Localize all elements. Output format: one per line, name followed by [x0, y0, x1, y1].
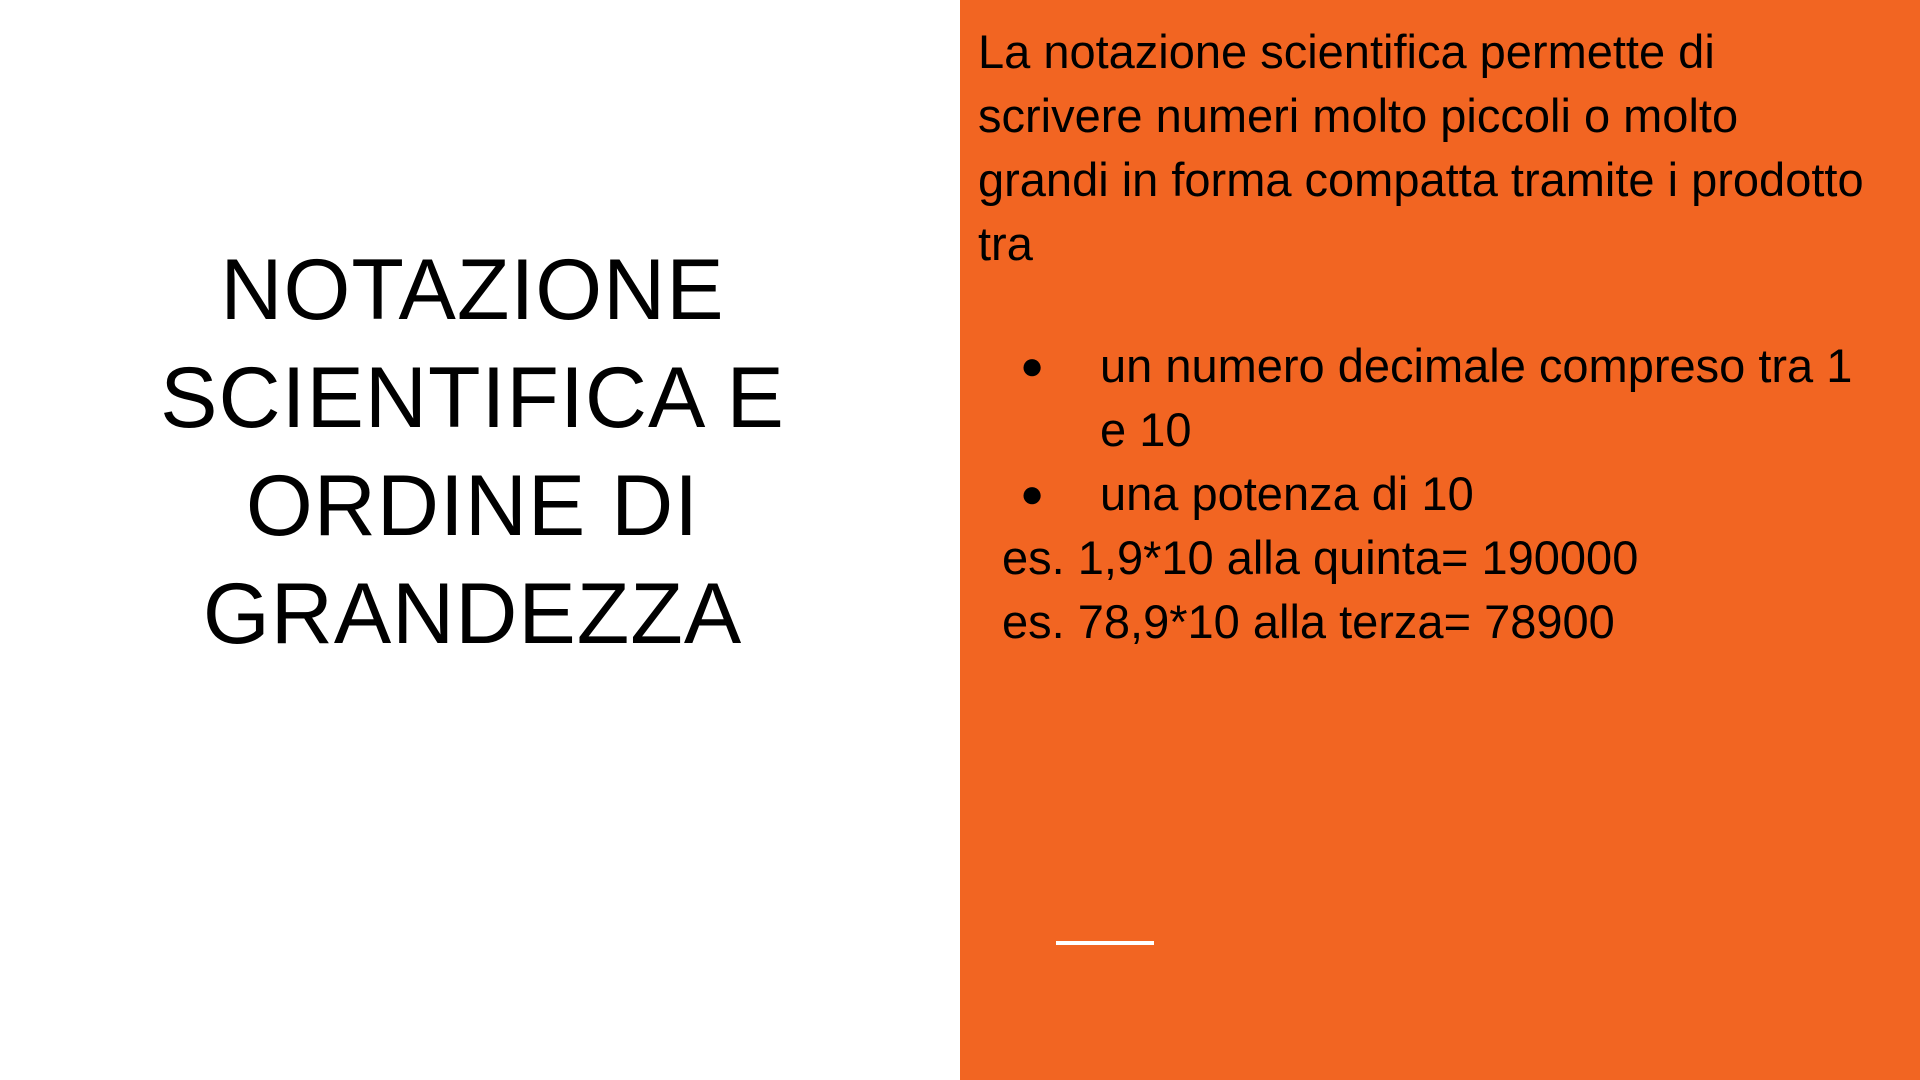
bullet-icon: ●	[1020, 472, 1045, 516]
slide-title	[0, 236, 945, 668]
bullet-text: una potenza di 10	[1100, 467, 1474, 520]
title-line: NOTAZIONE	[220, 242, 725, 338]
accent-divider	[1056, 941, 1154, 945]
title-line: SCIENTIFICA E	[160, 350, 785, 446]
bullet-list	[1020, 334, 1870, 526]
intro-text: La notazione scientifica permette di scrivere numeri molto piccoli o molto grandi in forma compatta tramite i prodotto tra	[978, 25, 1864, 270]
content-panel	[960, 0, 1920, 1080]
title-line: GRANDEZZA	[202, 566, 743, 662]
list-item	[1020, 334, 1870, 462]
example-line: es. 78,9*10 alla terza= 78900	[1002, 595, 1615, 648]
example-line: es. 1,9*10 alla quinta= 190000	[1002, 531, 1639, 584]
bullet-icon: ●	[1020, 344, 1045, 388]
list-item	[1020, 462, 1870, 526]
title-line: ORDINE DI	[245, 458, 700, 554]
bullet-text: un numero decimale compreso tra 1 e 10	[1100, 339, 1853, 456]
